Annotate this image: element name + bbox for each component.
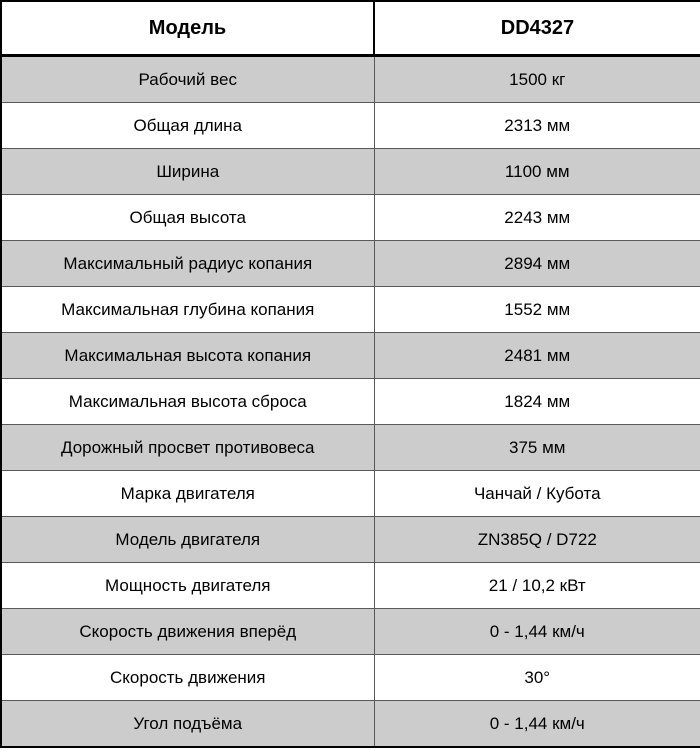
spec-label: Общая длина bbox=[1, 103, 374, 149]
spec-label: Общая высота bbox=[1, 195, 374, 241]
table-row bbox=[1, 471, 700, 517]
spec-label: Мощность двигателя bbox=[1, 563, 374, 609]
spec-value: 2243 мм bbox=[374, 195, 700, 241]
spec-value: 2894 мм bbox=[374, 241, 700, 287]
spec-value: ZN385Q / D722 bbox=[374, 517, 700, 563]
table-row bbox=[1, 655, 700, 701]
table-row bbox=[1, 609, 700, 655]
spec-label: Максимальный радиус копания bbox=[1, 241, 374, 287]
spec-value: 375 мм bbox=[374, 425, 700, 471]
spec-table-body bbox=[1, 56, 700, 748]
table-row bbox=[1, 425, 700, 471]
spec-value: 30° bbox=[374, 655, 700, 701]
table-row bbox=[1, 287, 700, 333]
spec-label: Рабочий вес bbox=[1, 56, 374, 103]
table-row bbox=[1, 379, 700, 425]
table-row bbox=[1, 701, 700, 748]
spec-value: 21 / 10,2 кВт bbox=[374, 563, 700, 609]
spec-label: Марка двигателя bbox=[1, 471, 374, 517]
table-row bbox=[1, 517, 700, 563]
spec-label: Скорость движения bbox=[1, 655, 374, 701]
spec-label: Модель двигателя bbox=[1, 517, 374, 563]
table-row bbox=[1, 149, 700, 195]
spec-value: 1500 кг bbox=[374, 56, 700, 103]
spec-value: 1100 мм bbox=[374, 149, 700, 195]
header-model-label: Модель bbox=[1, 1, 374, 56]
spec-label: Максимальная высота копания bbox=[1, 333, 374, 379]
spec-label: Дорожный просвет противовеса bbox=[1, 425, 374, 471]
table-row bbox=[1, 103, 700, 149]
header-model-value: DD4327 bbox=[374, 1, 700, 56]
table-row bbox=[1, 333, 700, 379]
spec-label: Ширина bbox=[1, 149, 374, 195]
spec-value: 2313 мм bbox=[374, 103, 700, 149]
table-row bbox=[1, 56, 700, 103]
table-row bbox=[1, 563, 700, 609]
spec-value: 2481 мм bbox=[374, 333, 700, 379]
table-row bbox=[1, 195, 700, 241]
spec-value: Чанчай / Кубота bbox=[374, 471, 700, 517]
header-row bbox=[1, 1, 700, 56]
spec-label: Скорость движения вперёд bbox=[1, 609, 374, 655]
spec-value: 1552 мм bbox=[374, 287, 700, 333]
spec-table-header bbox=[1, 1, 700, 56]
spec-label: Угол подъёма bbox=[1, 701, 374, 748]
spec-label: Максимальная глубина копания bbox=[1, 287, 374, 333]
spec-value: 0 - 1,44 км/ч bbox=[374, 609, 700, 655]
table-row bbox=[1, 241, 700, 287]
spec-value: 1824 мм bbox=[374, 379, 700, 425]
spec-value: 0 - 1,44 км/ч bbox=[374, 701, 700, 748]
spec-label: Максимальная высота сброса bbox=[1, 379, 374, 425]
